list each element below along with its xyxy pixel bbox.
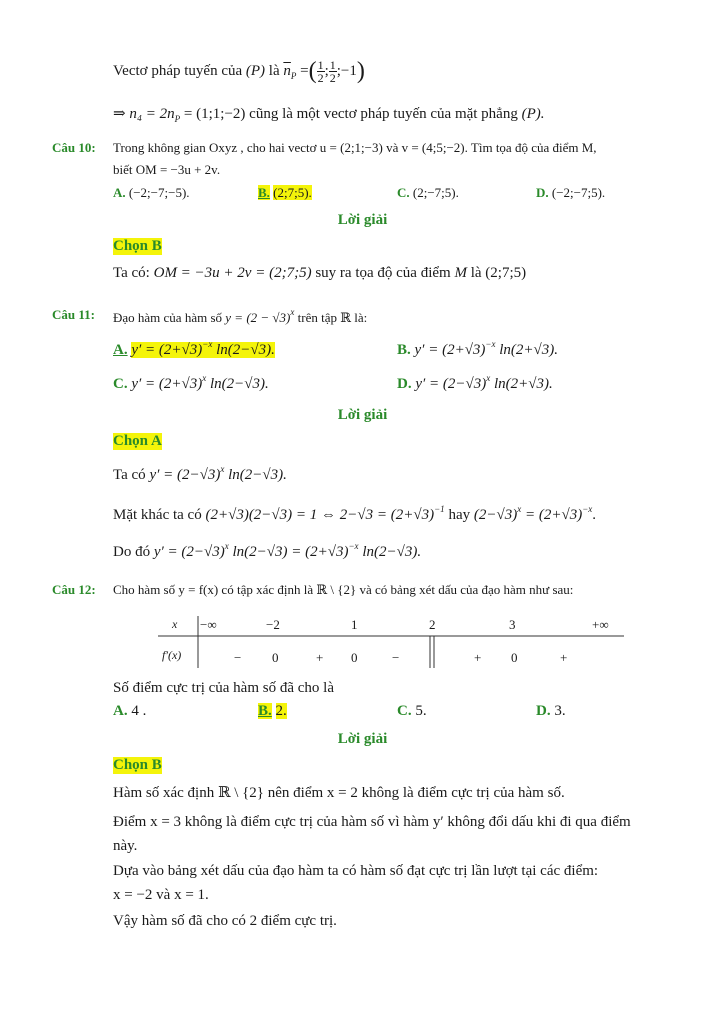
choice-11: Chọn A (113, 433, 162, 449)
option-a[interactable]: A. 4 . (113, 703, 147, 719)
normal-vector: $\overline{n}$ (283, 62, 291, 79)
option-a[interactable]: A. (−2;−7;−5). (113, 185, 190, 200)
option-b[interactable]: B. $y' = (2+√3)^{-x}$ ln(2+√3). (397, 339, 559, 358)
question-11-label: Câu 11: (52, 307, 95, 322)
x-value: 2 (429, 617, 436, 632)
solution-11-line-3: Do đó $y' = (2-√3)^x$ $\ln(2-√3) = (2+√3)^{-x}$ ln(2−√3). (113, 541, 422, 560)
solution-12-line-4: Dựa vào bảng xét dấu của đạo hàm ta có hàm số đạt cực trị lần lượt tại các điểm: (113, 863, 599, 879)
solution-12-line-5: x = −2 và x = 1. (113, 887, 209, 903)
solution-12-line-2: Điểm x = 3 không là điểm cực trị của hàm số vì hàm y′ không đổi dấu khi đi qua điểm (113, 814, 631, 830)
solution-12-line-3: này. (113, 838, 138, 854)
intro-value: = (1;1;−2) (183, 106, 246, 122)
question-10-stem-2: biết OM = −3u + 2v. (113, 162, 221, 177)
intro-text-2: cũng là một vectơ pháp tuyến của mặt phẳng (249, 106, 518, 122)
sign-table (158, 612, 624, 670)
row-label-x: x (172, 617, 178, 631)
solution-heading-10: Lời giải (337, 212, 388, 228)
question-12-label: Câu 12: (52, 582, 96, 597)
sign-cell: + (474, 650, 482, 665)
fraction-2: $\frac{1}{2}$ (329, 58, 336, 85)
sign-cell: 0 (511, 650, 518, 665)
sign-cell: − (392, 650, 400, 665)
plane-label-2: (P). (521, 106, 545, 122)
option-c[interactable]: C. 5. (397, 703, 427, 719)
option-d[interactable]: D. 3. (536, 703, 566, 719)
question-12-prompt: Số điểm cực trị của hàm số đã cho là (113, 680, 334, 696)
question-12-stem: Cho hàm số y = f(x) có tập xác định là ℝ \ {2} và có bảng xét dấu của đạo hàm như sau: (113, 582, 574, 597)
sign-cell: 0 (272, 650, 279, 665)
vector-tail: ;−1 (336, 62, 357, 79)
x-value: −2 (266, 617, 280, 632)
row-label-fprime: f′(x) (162, 648, 182, 662)
option-b[interactable]: B. 2. (258, 703, 287, 719)
x-value: +∞ (592, 617, 609, 632)
intro-text: Vectơ pháp tuyến của (113, 62, 243, 79)
question-10-label: Câu 10: (52, 140, 96, 155)
solution-11-line-2: Mặt khác ta có (2+√3)(2−√3) = 1 ⇔ $2-√3 = (2+√3)^{-1}$ hay $(2-√3)^x = (2+√3)^{-x}$. (113, 504, 597, 523)
solution-heading-12: Lời giải (337, 731, 388, 747)
solution-10-line: Ta có: OM = −3u + 2v = (2;7;5) suy ra tọa độ của điểm M là (2;7;5) (113, 265, 527, 281)
option-d[interactable]: D. (−2;−7;5). (536, 185, 606, 200)
sign-cell: − (234, 650, 242, 665)
solution-12-line-1: Hàm số xác định ℝ \ {2} nên điểm x = 2 không là điểm cực trị của hàm số. (113, 785, 565, 801)
sign-table-lines (158, 612, 624, 670)
option-d[interactable]: D. $y' = (2-√3)^x$ ln(2+√3). (397, 373, 553, 392)
plane-label: (P) (245, 62, 266, 79)
question-10-stem: Trong không gian Oxyz , cho hai vectơ u = (2;1;−3) và v = (4;5;−2). Tìm tọa độ của điểm M, (113, 140, 597, 155)
solution-heading-11: Lời giải (337, 407, 388, 423)
question-11-stem: Đạo hàm của hàm số $y = (2 - √3)^x$ trên tập ℝ là: (113, 307, 368, 325)
x-value: −∞ (200, 617, 217, 632)
normal-vector-sub: P (290, 70, 297, 81)
intro-line-2 (113, 104, 545, 124)
x-value: 3 (509, 617, 516, 632)
solution-12-line-6: Vậy hàm số đã cho có 2 điểm cực trị. (113, 913, 337, 929)
intro-la: là (268, 62, 280, 79)
solution-11-line-1: Ta có $y' = (2-√3)^x$ ln(2−√3). (113, 464, 287, 483)
intro-line-1: Vectơ pháp tuyến của (P) là $\overline{n}_P$ =( $\frac{1}{2}$ ; $\frac{1}{2}$ ;−1) (113, 58, 365, 85)
sign-cell: + (560, 650, 568, 665)
choice-10: Chọn B (113, 238, 162, 254)
sign-cell: 0 (351, 650, 358, 665)
intro-math: ⇒ n₄ = 2n (113, 106, 175, 122)
option-c[interactable]: C. (2;−7;5). (397, 185, 459, 200)
sign-cell: + (316, 650, 324, 665)
intro-sub: P (174, 114, 181, 124)
fraction-1: $\frac{1}{2}$ (317, 58, 324, 85)
option-c[interactable]: C. $y' = (2+√3)^x$ ln(2−√3). (113, 373, 269, 392)
option-b[interactable]: B. (2;7;5). (258, 185, 312, 200)
choice-12: Chọn B (113, 757, 162, 773)
x-value: 1 (351, 617, 358, 632)
option-a[interactable]: A. $y' = (2+√3)^{-x}$ ln(2−√3). (113, 339, 275, 358)
